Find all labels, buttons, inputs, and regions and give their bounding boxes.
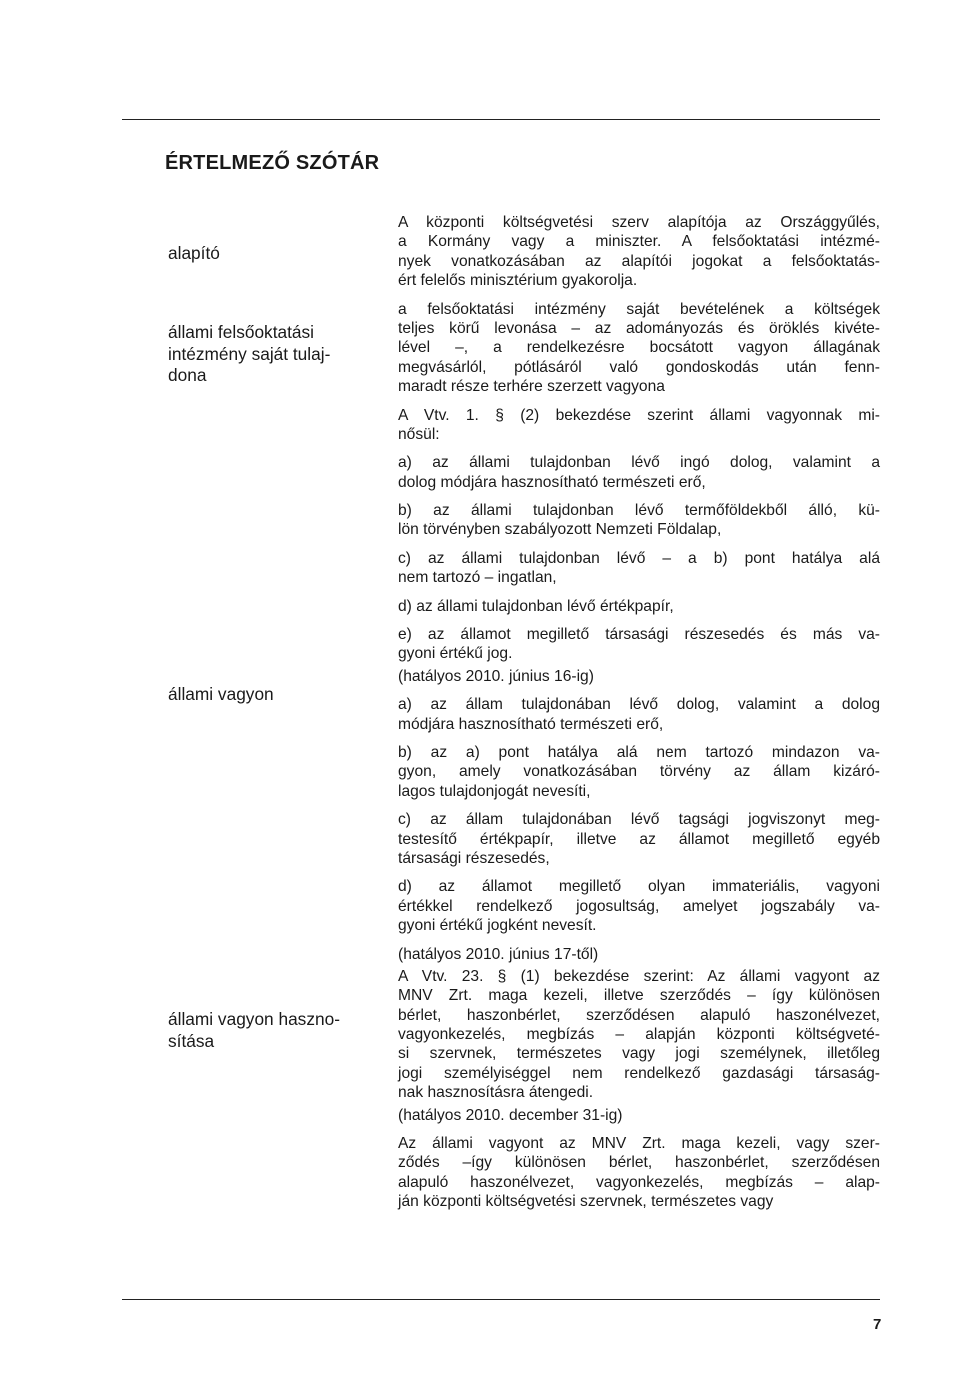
definition-paragraph — [398, 967, 880, 1103]
text-line: alapuló haszonélvezet, vagyonkezelés, megbízás – alap- — [398, 1173, 880, 1191]
term-line: állami felsőoktatási — [168, 322, 314, 342]
definition-paragraph — [398, 453, 880, 492]
text-line: (hatályos 2010. június 16-ig) — [398, 667, 594, 685]
text-line: gyoni értékű jogként nevesít. — [398, 917, 597, 935]
definition-paragraph — [398, 877, 880, 935]
paragraph-gap — [398, 734, 880, 743]
definition-paragraph — [398, 549, 880, 588]
text-line: megvásárlól, pótlásáról való gondoskodás után fenn- — [398, 358, 880, 376]
text-line: jogi személyiséggel nem rendelkező gazdasági társaság- — [398, 1064, 880, 1082]
definition-paragraph — [398, 667, 880, 686]
dictionary-term — [168, 243, 380, 265]
text-line: lön törvényben szabályozott Nemzeti Földalap, — [398, 521, 722, 539]
text-line: társasági részesedés, — [398, 849, 550, 867]
text-line: nem tartozó – ingatlan, — [398, 569, 557, 587]
term-line: dona — [168, 365, 207, 386]
text-line: testesítő értékpapír, illetve az államot megillető egyéb — [398, 830, 880, 848]
text-line: gyon, amely vonatkozásában törvény az állam kizáró- — [398, 763, 880, 781]
page-number: 7 — [873, 1316, 882, 1333]
text-line: (hatályos 2010. december 31-ig) — [398, 1106, 623, 1124]
paragraph-gap — [398, 1125, 880, 1134]
text-line: a) az állami tulajdonban lévő ingó dolog, valamint a — [398, 454, 880, 472]
text-line: A Vtv. 1. § (2) bekezdése szerint állami vagyonnak mi- — [398, 406, 880, 424]
paragraph-gap — [398, 444, 880, 453]
text-line: módjára hasznosítható természeti erő, — [398, 715, 664, 733]
dictionary-term — [168, 684, 380, 706]
paragraph-gap — [398, 492, 880, 501]
text-line: vagyonkezelés, megbízás – alapján központi költségveté- — [398, 1026, 880, 1044]
text-line: bérlet, haszonbérlet, szerződésen alapuló haszonélvezet, — [398, 1006, 880, 1024]
top-rule — [122, 119, 880, 120]
text-line: e) az államot megillető társasági részesedés és más va- — [398, 626, 880, 644]
paragraph-gap — [398, 616, 880, 625]
paragraph-gap — [398, 686, 880, 695]
text-line: a Kormány vagy a miniszter. A felsőoktatási intézmé- — [398, 233, 880, 251]
dictionary-term — [168, 322, 380, 387]
text-line: b) az a) pont hatálya alá nem tartozó mindazon va- — [398, 743, 880, 761]
page-title: ÉRTELMEZŐ SZÓTÁR — [165, 152, 380, 174]
text-line: maradt része terhére szerzett vagyona — [398, 378, 665, 396]
text-line: Az állami vagyont az MNV Zrt. maga kezeli, vagy szer- — [398, 1135, 880, 1153]
text-line: A központi költségvetési szerv alapítója az Országgyűlés, — [398, 214, 880, 231]
paragraph-gap — [398, 540, 880, 549]
text-line: (hatályos 2010. június 17-től) — [398, 945, 599, 963]
paragraph-gap — [398, 801, 880, 810]
definition-paragraph — [398, 597, 880, 616]
text-line: dolog módjára hasznosítható természeti erő, — [398, 473, 706, 491]
bottom-rule — [122, 1299, 880, 1300]
text-line: MNV Zrt. maga kezeli, illetve szerződés – így különösen — [398, 987, 880, 1005]
term-line: alapító — [168, 243, 220, 263]
definition-column — [398, 213, 880, 1212]
definition-paragraph — [398, 406, 880, 445]
term-line: sítása — [168, 1030, 215, 1051]
paragraph-gap — [398, 588, 880, 597]
term-line: állami vagyon haszno- — [168, 1009, 340, 1029]
text-line: nősül: — [398, 425, 440, 443]
paragraph-gap — [398, 397, 880, 406]
definition-paragraph — [398, 501, 880, 540]
text-line: teljes körű levonása – az adományozás és öröklés kivéte- — [398, 319, 880, 337]
text-line: a) az állam tulajdonában lévő dolog, valamint a dolog — [398, 696, 880, 714]
definition-paragraph — [398, 945, 880, 964]
text-line: A Vtv. 23. § (1) bekezdése szerint: Az állami vagyont az — [398, 967, 880, 985]
text-line: a felsőoktatási intézmény saját bevételének a költségek — [398, 300, 880, 318]
text-line: si szervnek, természetes vagy jogi személynek, illetőleg — [398, 1045, 880, 1063]
text-line: nyek vonatkozásában az alapítói jogokat a felsőoktatás- — [398, 252, 880, 270]
text-line: lagos tulajdonjogát nevesíti, — [398, 782, 591, 800]
text-line: d) az állami tulajdonban lévő értékpapír, — [398, 597, 674, 615]
text-line: ért felelős minisztérium gyakorolja. — [398, 272, 638, 290]
text-line: c) az állam tulajdonában lévő tagsági jogviszonyt meg- — [398, 811, 880, 829]
paragraph-gap — [398, 868, 880, 877]
paragraph-gap — [398, 936, 880, 945]
text-line: nak hasznosításra átengedi. — [398, 1084, 594, 1102]
definition-paragraph — [398, 743, 880, 801]
dictionary-term — [168, 1009, 380, 1052]
definition-paragraph — [398, 213, 880, 291]
term-line: intézmény saját tulaj- — [168, 343, 331, 364]
text-line: c) az állami tulajdonban lévő – a b) pont hatálya alá — [398, 549, 880, 567]
definition-paragraph — [398, 810, 880, 868]
text-line: ján központi költségvetési szervnek, természetes vagy — [398, 1193, 774, 1211]
definition-paragraph — [398, 300, 880, 397]
definition-paragraph — [398, 1134, 880, 1212]
term-line: állami vagyon — [168, 684, 274, 704]
definition-paragraph — [398, 1106, 880, 1125]
text-line: gyoni értékű jog. — [398, 645, 513, 663]
definition-paragraph — [398, 695, 880, 734]
text-line: értékkel rendelkező jogosultság, amelyet jogszabály va- — [398, 897, 880, 915]
text-line: b) az állami tulajdonban lévő termőföldekből álló, kü- — [398, 502, 880, 520]
text-line: d) az államot megillető olyan immateriális, vagyoni — [398, 878, 880, 896]
text-line: ződés –így különösen bérlet, haszonbérlet, szerződésen — [398, 1154, 880, 1172]
text-line: lével –, a rendelkezésre bocsátott vagyon állagának — [398, 339, 880, 357]
definition-paragraph — [398, 625, 880, 664]
paragraph-gap — [398, 291, 880, 300]
